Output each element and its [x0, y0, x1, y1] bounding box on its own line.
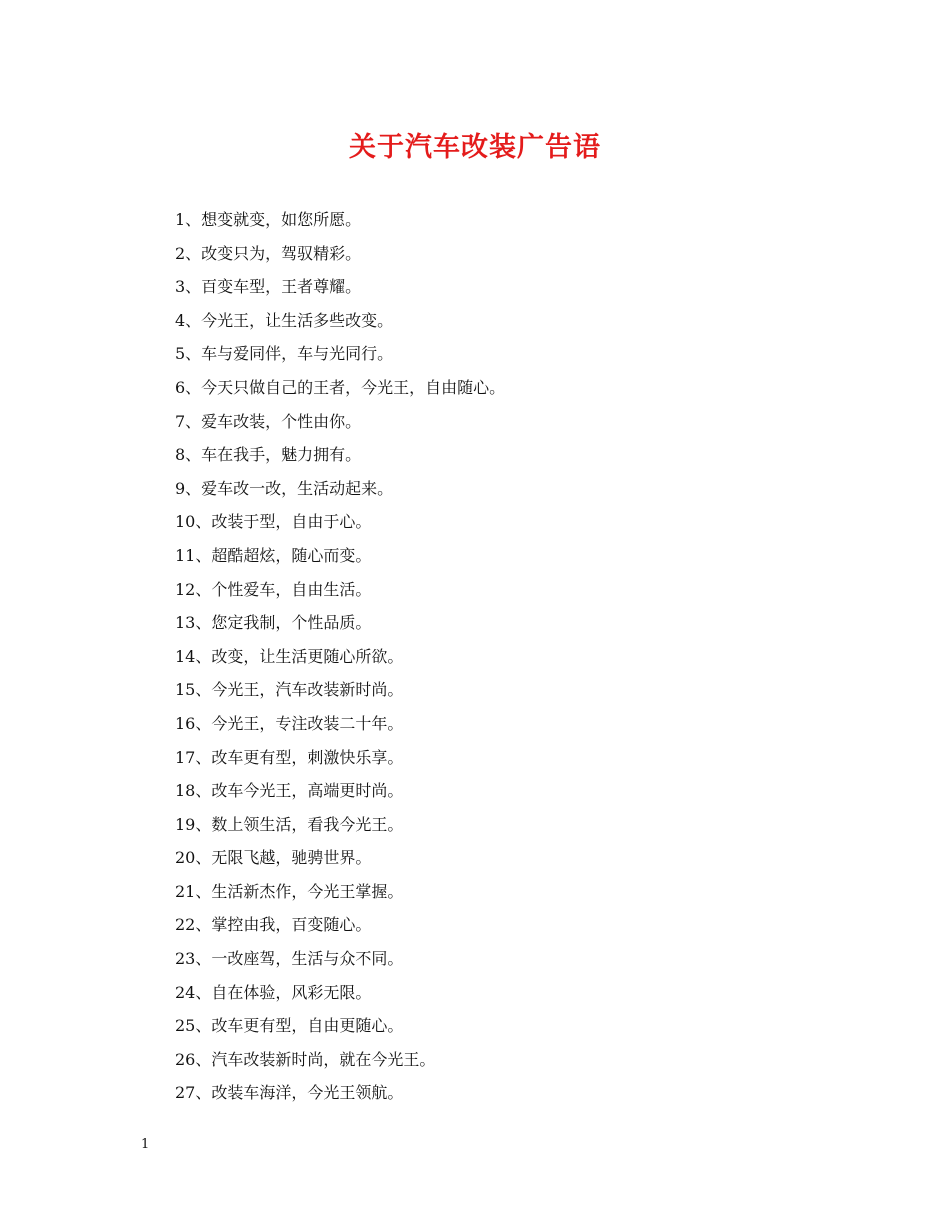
list-item: 5、车与爱同伴，车与光同行。: [175, 344, 394, 364]
list-item: 18、改车今光王，高端更时尚。: [175, 781, 404, 801]
list-item: 7、爱车改装，个性由你。: [175, 411, 362, 431]
list-item: 8、车在我手，魅力拥有。: [175, 445, 362, 465]
list-item: 16、今光王，专注改装二十年。: [175, 713, 404, 733]
list-item: 2、改变只为，驾驭精彩。: [175, 243, 362, 263]
list-item: 21、生活新杰作，今光王掌握。: [175, 881, 404, 901]
list-item: 1、想变就变，如您所愿。: [175, 210, 362, 229]
list-item: 11、超酷超炫，随心而变。: [175, 545, 372, 565]
list-item: 23、一改座驾，生活与众不同。: [175, 949, 404, 969]
list-item: 25、改车更有型，自由更随心。: [175, 1016, 404, 1036]
list-item: 3、百变车型，王者尊耀。: [175, 277, 362, 297]
list-item: 22、掌控由我，百变随心。: [175, 915, 372, 935]
document-title: 关于汽车改装广告语: [349, 132, 601, 163]
slogan-list: [175, 203, 505, 1110]
list-item: 15、今光王，汽车改装新时尚。: [175, 680, 404, 700]
list-item: 24、自在体验，风彩无限。: [175, 982, 372, 1002]
list-item: 10、改装于型，自由于心。: [175, 512, 372, 532]
page-number: 1: [141, 1137, 150, 1152]
list-item: 26、汽车改装新时尚，就在今光王。: [175, 1049, 436, 1069]
list-item: 12、个性爱车，自由生活。: [175, 579, 372, 599]
list-item: 17、改车更有型，刺激快乐享。: [175, 747, 404, 767]
list-item: 20、无限飞越，驰骋世界。: [175, 848, 372, 868]
list-item: 9、爱车改一改，生活动起来。: [175, 478, 394, 498]
list-item: 14、改变，让生活更随心所欲。: [175, 646, 404, 666]
list-item: 13、您定我制，个性品质。: [175, 613, 372, 633]
list-item: 19、数上领生活，看我今光王。: [175, 814, 404, 834]
list-item: 4、今光王，让生活多些改变。: [175, 310, 394, 330]
list-item: 27、改装车海洋，今光王领航。: [175, 1083, 404, 1103]
list-item: 6、今天只做自己的王者，今光王，自由随心。: [175, 377, 506, 397]
